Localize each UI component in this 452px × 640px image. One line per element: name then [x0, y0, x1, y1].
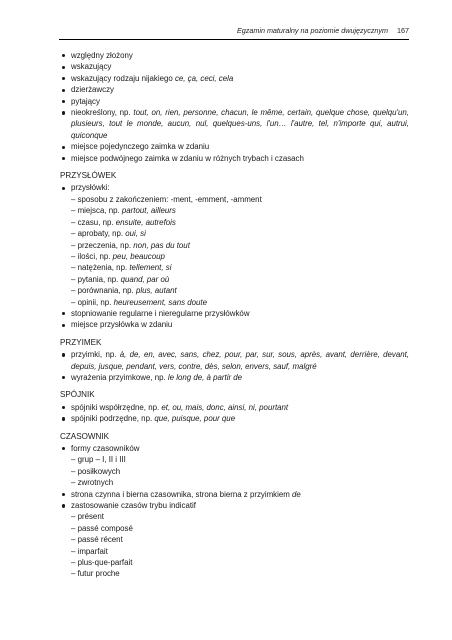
sub-list-item: – passé récent	[71, 535, 123, 545]
list-item: spójniki podrzędne, np. que, puisque, pour que	[60, 413, 409, 424]
header-rule	[59, 39, 409, 40]
sub-list-item: – ilości, np. peu, beaucoup	[71, 251, 165, 261]
sub-list-item: – natężenia, np. tellement, si	[71, 263, 172, 273]
section-heading-przyslowek: PRZYSŁÓWEK	[60, 171, 117, 181]
header-title: Egzamin maturalny na poziomie dwujęzycznym	[236, 26, 388, 35]
sub-list-item: – miejsca, np. partout, ailleurs	[71, 206, 176, 216]
sub-list-item: – présent	[71, 512, 104, 522]
section-heading-przyimek: PRZYIMEK	[60, 337, 102, 347]
list-item: nieokreślony, np. tout, on, rien, personne, chacun, le même, certain, quelque chose, quelqu'un, plusieurs, tout le monde, aucun, nul, quelques-uns, l'un… l'autre, tel, n'importe qui, autrui, quiconque	[60, 107, 409, 141]
list-item: formy czasowników	[60, 443, 409, 454]
sub-list-item: – grup – I, II i III	[71, 455, 126, 465]
section-heading-czasownik: CZASOWNIK	[60, 431, 110, 441]
list-item: wskazujący	[60, 61, 409, 72]
list-item: przyimki, np. à, de, en, avec, sans, chez, pour, par, sur, sous, après, avant, derrière, devant, depuis, jusque, pendant, vers, contre, dès, selon, envers, sauf, malgré	[60, 349, 409, 372]
list-item: strona czynna i bierna czasownika, strona bierna z przyimkiem de	[60, 489, 409, 500]
list-item: stopniowanie regularne i nieregularne przysłówków	[60, 308, 409, 319]
list-item: wyrażenia przyimkowe, np. le long de, à partir de	[60, 372, 409, 383]
list-item: wskazujący rodzaju nijakiego ce, ça, ceci, cela	[60, 73, 409, 84]
list-item: dzierżawczy	[60, 84, 409, 95]
sub-list-item: – aprobaty, np. oui, si	[71, 229, 146, 239]
list-item: spójniki współrzędne, np. et, ou, mais, donc, ainsi, ni, pourtant	[60, 402, 409, 413]
list-item: przysłówki:	[60, 182, 409, 193]
sub-list-item: – imparfait	[71, 546, 108, 556]
list-item: zastosowanie czasów trybu indicatif	[60, 500, 409, 511]
page-content	[60, 50, 409, 580]
sub-list-item: – plus-que-parfait	[71, 558, 133, 568]
section-heading-spojnik: SPÓJNIK	[60, 390, 95, 400]
sub-list-item: – futur proche	[71, 569, 120, 579]
sub-list-item: – passé composé	[71, 523, 133, 533]
pronoun-list	[60, 50, 409, 164]
sub-list-item: – zwrotnych	[71, 478, 114, 488]
sub-list-item: – opinii, np. heureusement, sans doute	[71, 297, 207, 307]
sub-list-item: – czasu, np. ensuite, autrefois	[71, 217, 176, 227]
list-item: względny złożony	[60, 50, 409, 61]
sub-list-item: – sposobu z zakończeniem: -ment, -emment, -amment	[71, 194, 262, 204]
page-number: 167	[397, 26, 409, 35]
running-header	[237, 26, 409, 35]
sub-list-item: – przeczenia, np. non, pas du tout	[71, 240, 190, 250]
sub-list-item: – porównania, np. plus, autant	[71, 286, 177, 296]
list-item: miejsce przysłówka w zdaniu	[60, 319, 409, 330]
sub-list-item: – pytania, np. quand, par où	[71, 274, 170, 284]
list-item: miejsce podwójnego zaimka w zdaniu w różnych trybach i czasach	[60, 153, 409, 164]
list-item: pytający	[60, 96, 409, 107]
list-item: miejsce pojedynczego zaimka w zdaniu	[60, 141, 409, 152]
sub-list-item: – posiłkowych	[71, 466, 121, 476]
